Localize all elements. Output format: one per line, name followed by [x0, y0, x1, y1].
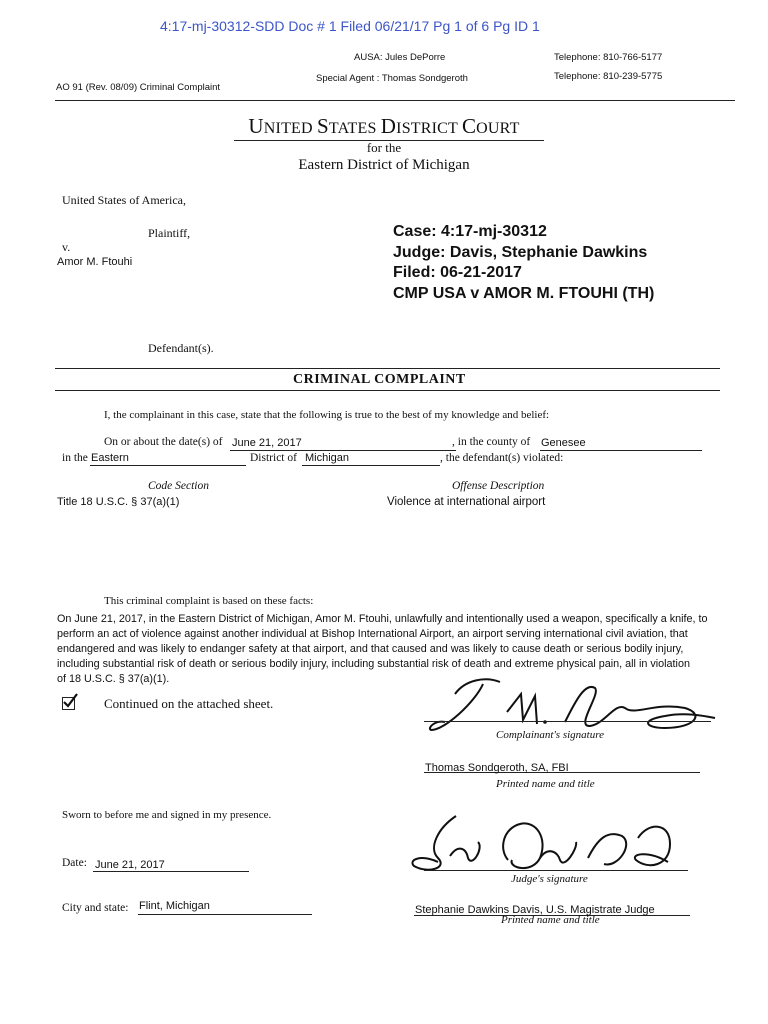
- state-underline: [302, 465, 440, 466]
- in-the: in the: [62, 452, 88, 464]
- continued-label: Continued on the attached sheet.: [104, 696, 274, 711]
- case-caption: CMP USA v AMOR M. FTOUHI (TH): [393, 285, 655, 302]
- complainant-signature-line: [424, 721, 711, 722]
- continued-checkbox[interactable]: [62, 697, 75, 710]
- plaintiff-label: Plaintiff,: [148, 226, 191, 240]
- county-prefix: , in the county of: [452, 436, 531, 448]
- ausa-phone: Telephone: 810-766-5177: [554, 52, 663, 63]
- date-label: Date:: [62, 857, 87, 869]
- versus: v.: [62, 240, 71, 254]
- district-state: Michigan: [305, 452, 350, 464]
- city-state-line: [138, 914, 312, 915]
- printed-name-label-1: Printed name and title: [496, 778, 595, 790]
- printed-name-label-2: Printed name and title: [501, 914, 600, 926]
- defendant-label: Defendant(s).: [148, 341, 214, 355]
- date-line: [93, 871, 249, 872]
- complaint-heading: CRIMINAL COMPLAINT: [293, 372, 466, 387]
- region-underline: [90, 465, 246, 466]
- defendant-name: Amor M. Ftouhi: [57, 256, 133, 268]
- heading-rule-top: [55, 368, 720, 369]
- complainant-statement: I, the complainant in this case, state that the following is true to the best of my knowledge and belief:: [104, 409, 550, 421]
- county-value: Genesee: [541, 437, 586, 449]
- court-name: UNITED STATES DISTRICT COURT: [248, 114, 520, 138]
- county-underline: [540, 450, 702, 451]
- heading-rule-bottom: [55, 390, 720, 391]
- district-of: District of: [250, 452, 297, 464]
- date-underline: [230, 450, 456, 451]
- judge-printed-name: Stephanie Dawkins Davis, U.S. Magistrate Judge: [415, 904, 655, 916]
- facts-line: of 18 U.S.C. § 37(a)(1).: [57, 673, 170, 685]
- city-state-value: Flint, Michigan: [139, 900, 210, 912]
- facts-intro: This criminal complaint is based on these facts:: [104, 595, 314, 607]
- judge-signature: [408, 808, 698, 883]
- facts-line: On June 21, 2017, in the Eastern District of Michigan, Amor M. Ftouhi, unlawfully and intentionally used a weapon, specifically a knife, to: [57, 613, 708, 625]
- code-section-header: Code Section: [148, 480, 209, 492]
- district-name: Eastern District of Michigan: [298, 157, 470, 173]
- ausa-contact: AUSA: Jules DePorre: [354, 52, 446, 63]
- complainant-printed-name: Thomas Sondgeroth, SA, FBI: [425, 762, 569, 774]
- district-region: Eastern: [91, 452, 129, 464]
- ecf-header-stamp: 4:17-mj-30312-SDD Doc # 1 Filed 06/21/17 Pg 1 of 6 Pg ID 1: [160, 18, 540, 34]
- judge-signature-line: [424, 870, 688, 871]
- incident-date: June 21, 2017: [232, 437, 302, 449]
- agent-contact: Special Agent : Thomas Sondgeroth: [316, 73, 468, 84]
- agent-phone: Telephone: 810-239-5775: [554, 71, 663, 82]
- facts-line: endangered and was likely to endanger safety at that airport, and that caused and was likely to cause death or serious bodily injury,: [57, 643, 684, 655]
- plaintiff-name: United States of America,: [62, 193, 186, 207]
- judge-signature-label: Judge's signature: [511, 873, 588, 885]
- sworn-date: June 21, 2017: [95, 859, 165, 871]
- facts-line: including substantial risk of death or serious bodily injury, including substantial risk of death and extreme physical pain, all in violation: [57, 658, 690, 670]
- facts-line: perform an act of violence against another individual at Bishop International Airport, an airport serving international civil aviation, that: [57, 628, 688, 640]
- check-mark-icon: [62, 693, 78, 709]
- date-prefix: On or about the date(s) of: [104, 436, 223, 448]
- violated-text: , the defendant(s) violated:: [440, 452, 564, 464]
- form-id: AO 91 (Rev. 08/09) Criminal Complaint: [56, 82, 221, 93]
- case-number: Case: 4:17-mj-30312: [393, 223, 547, 240]
- offense-description-header: Offense Description: [452, 480, 545, 492]
- case-judge: Judge: Davis, Stephanie Dawkins: [393, 244, 648, 261]
- city-state-label: City and state:: [62, 902, 129, 914]
- code-section-value: Title 18 U.S.C. § 37(a)(1): [57, 496, 180, 508]
- for-the: for the: [366, 140, 402, 155]
- case-filed: Filed: 06-21-2017: [393, 264, 522, 281]
- header-rule: [55, 100, 735, 101]
- complainant-signature-label: Complainant's signature: [496, 729, 604, 741]
- offense-description-value: Violence at international airport: [387, 496, 546, 508]
- sworn-statement: Sworn to before me and signed in my presence.: [62, 809, 272, 821]
